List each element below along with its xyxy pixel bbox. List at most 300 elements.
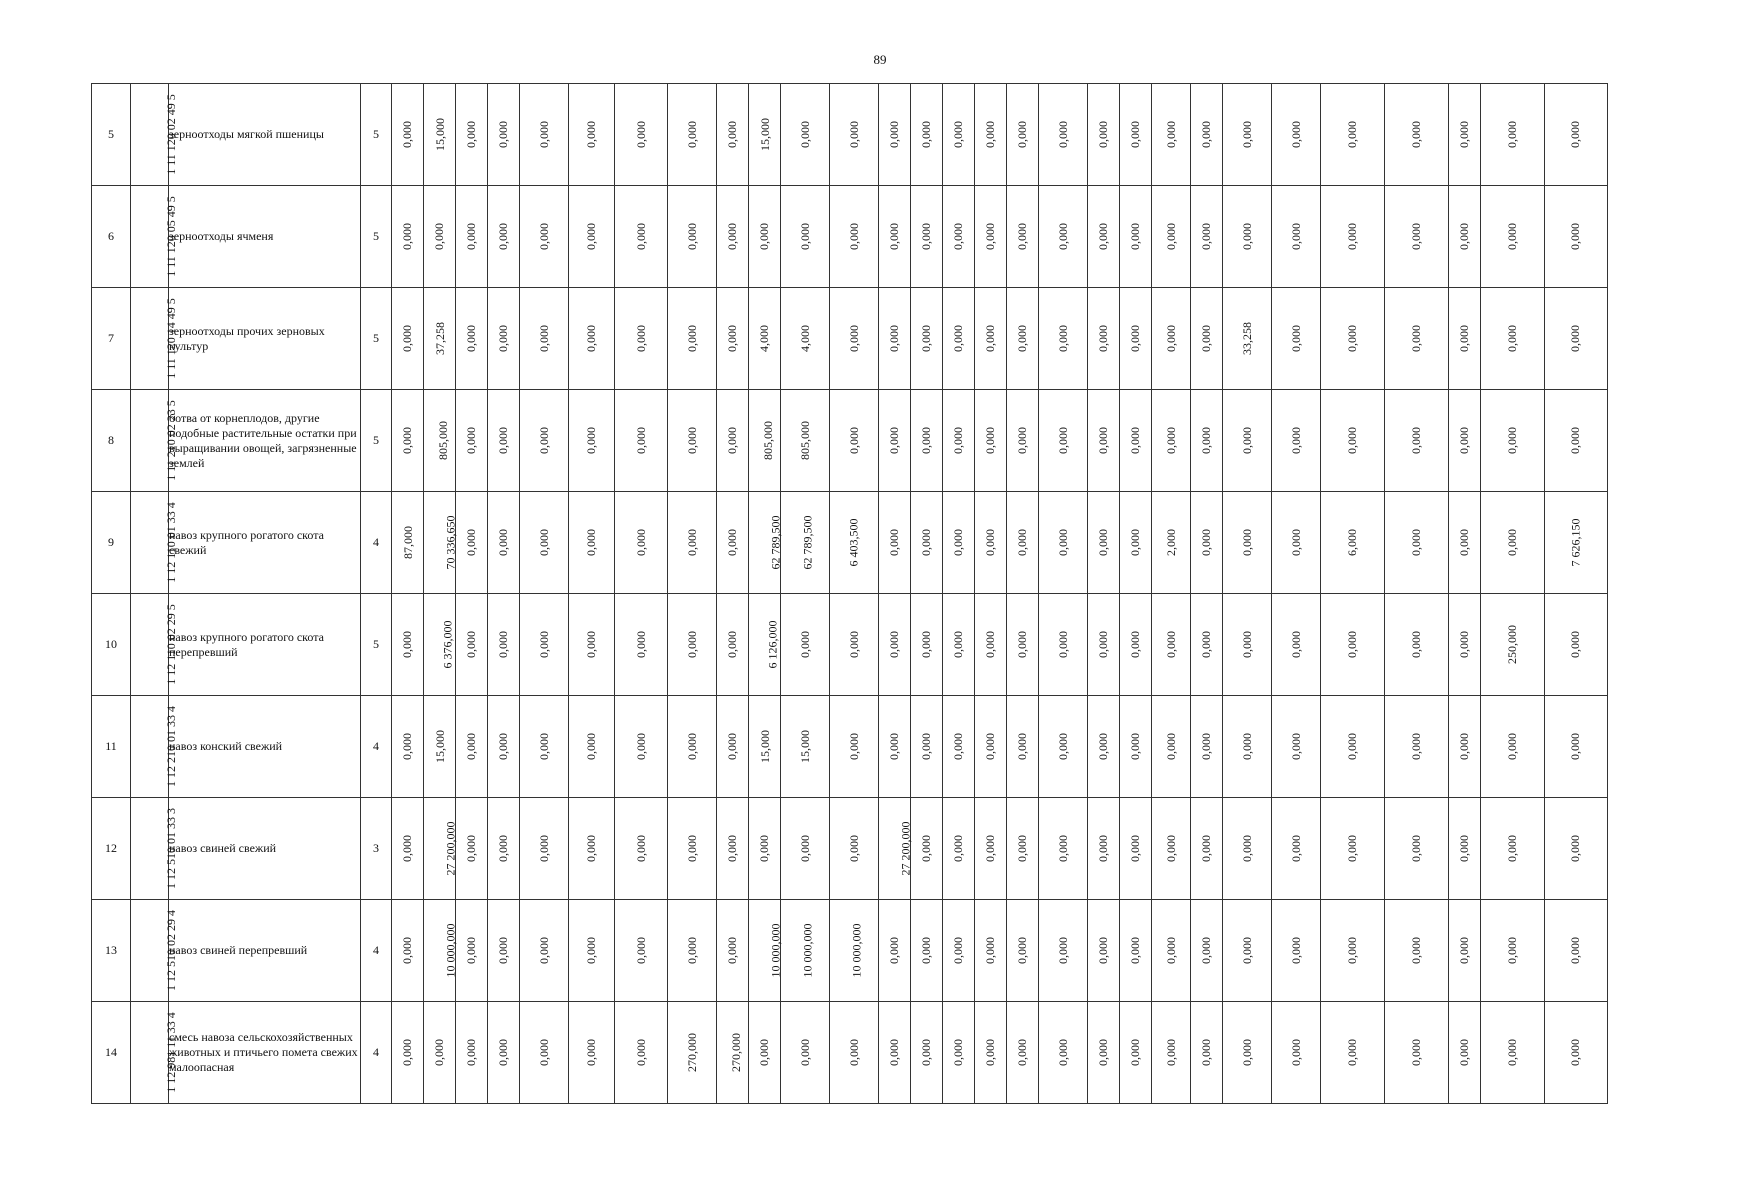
value-cell xyxy=(569,186,615,288)
value-text: 4,000 xyxy=(757,325,771,352)
value-text: 0,000 xyxy=(1128,121,1142,148)
value-text: 0,000 xyxy=(464,733,478,760)
waste-name: навоз свиней перепревший xyxy=(169,900,361,1002)
value-cell xyxy=(569,390,615,492)
value-cell xyxy=(1152,594,1191,696)
value-text: 0,000 xyxy=(1288,835,1303,862)
value-text: 10 000,000 xyxy=(849,923,864,978)
value-text: 0,000 xyxy=(757,223,771,250)
value-cell xyxy=(1223,798,1272,900)
value-text: 0,000 xyxy=(1163,937,1178,964)
value-text: 0,000 xyxy=(400,937,414,964)
value-text: 0,000 xyxy=(1128,631,1142,658)
value-cell xyxy=(488,186,520,288)
value-text: 37,258 xyxy=(433,322,447,355)
value-text: 0,000 xyxy=(1015,223,1029,250)
value-cell xyxy=(488,492,520,594)
value-text: 0,000 xyxy=(536,937,551,964)
value-cell xyxy=(943,900,975,1002)
row-number: 9 xyxy=(92,492,131,594)
value-cell xyxy=(668,288,717,390)
value-text: 0,000 xyxy=(633,1039,648,1066)
value-cell xyxy=(943,696,975,798)
value-text: 0,000 xyxy=(1128,835,1142,862)
value-text: 0,000 xyxy=(1199,529,1213,556)
value-cell xyxy=(1223,390,1272,492)
value-text: 0,000 xyxy=(1409,733,1423,760)
value-cell xyxy=(668,594,717,696)
value-cell xyxy=(1088,798,1120,900)
value-cell xyxy=(1191,390,1223,492)
value-text: 0,000 xyxy=(1096,835,1110,862)
value-cell xyxy=(569,84,615,186)
table-row xyxy=(92,798,1608,900)
value-text: 70 336,650 xyxy=(443,515,458,570)
value-text: 0,000 xyxy=(725,121,739,148)
value-cell xyxy=(1481,288,1545,390)
value-text: 0,000 xyxy=(536,427,551,454)
value-cell xyxy=(1449,798,1481,900)
value-cell xyxy=(879,186,911,288)
value-cell xyxy=(975,288,1007,390)
value-text: 0,000 xyxy=(1345,427,1359,454)
value-cell xyxy=(879,288,911,390)
value-cell xyxy=(1481,900,1545,1002)
value-cell xyxy=(615,186,668,288)
value-text: 0,000 xyxy=(919,529,933,556)
value-cell xyxy=(1385,288,1449,390)
value-text: 0,000 xyxy=(1096,937,1110,964)
value-cell xyxy=(668,696,717,798)
value-text: 0,000 xyxy=(1239,835,1254,862)
value-text: 0,000 xyxy=(1409,631,1423,658)
value-text: 0,000 xyxy=(887,121,901,148)
value-text: 0,000 xyxy=(1345,1039,1359,1066)
value-cell xyxy=(911,84,943,186)
hazard-class: 5 xyxy=(361,594,392,696)
value-cell xyxy=(1088,696,1120,798)
value-text: 0,000 xyxy=(496,835,510,862)
value-cell xyxy=(830,186,879,288)
value-cell xyxy=(1120,798,1152,900)
value-text: 0,000 xyxy=(725,937,739,964)
value-cell xyxy=(456,696,488,798)
value-text: 0,000 xyxy=(464,937,478,964)
value-text: 0,000 xyxy=(757,835,771,862)
value-text: 0,000 xyxy=(1055,733,1070,760)
value-cell xyxy=(569,288,615,390)
value-cell xyxy=(717,288,749,390)
value-text: 0,000 xyxy=(1096,529,1110,556)
value-cell xyxy=(1223,186,1272,288)
value-cell xyxy=(975,390,1007,492)
fkko-code: 1 12 981 11 33 4 xyxy=(163,1012,178,1093)
value-cell xyxy=(781,798,830,900)
value-cell xyxy=(668,186,717,288)
value-cell xyxy=(1544,492,1608,594)
value-cell xyxy=(1223,288,1272,390)
waste-name: ботва от корнеплодов, другие подобные растительные остатки при выращивании овощей, загрязненные землей xyxy=(169,390,361,492)
value-cell xyxy=(830,696,879,798)
value-cell xyxy=(615,594,668,696)
waste-name: смесь навоза сельскохозяйственных животных и птичьего помета свежих малоопасная xyxy=(169,1002,361,1104)
value-text: 0,000 xyxy=(1096,223,1110,250)
hazard-class: 4 xyxy=(361,1002,392,1104)
value-text: 0,000 xyxy=(1239,121,1254,148)
value-cell xyxy=(1007,798,1039,900)
fkko-code-cell xyxy=(131,594,178,696)
value-text: 0,000 xyxy=(951,937,965,964)
value-cell xyxy=(1152,492,1191,594)
value-cell xyxy=(615,492,668,594)
value-cell xyxy=(520,390,569,492)
row-number: 11 xyxy=(92,696,131,798)
value-cell xyxy=(424,594,456,696)
value-text: 7 626,150 xyxy=(1568,518,1583,567)
value-cell xyxy=(1191,798,1223,900)
value-text: 0,000 xyxy=(1055,835,1070,862)
value-text: 0,000 xyxy=(1015,325,1029,352)
value-text: 0,000 xyxy=(496,1039,510,1066)
value-cell xyxy=(1007,288,1039,390)
value-cell xyxy=(424,696,456,798)
value-cell xyxy=(668,492,717,594)
value-cell xyxy=(1272,900,1321,1002)
value-text: 250,000 xyxy=(1504,625,1519,664)
value-cell xyxy=(879,84,911,186)
value-text: 0,000 xyxy=(919,121,933,148)
fkko-code-cell xyxy=(131,900,178,1002)
value-text: 0,000 xyxy=(919,1039,933,1066)
value-cell xyxy=(911,186,943,288)
value-cell xyxy=(975,798,1007,900)
waste-name: навоз свиней свежий xyxy=(169,798,361,900)
value-text: 0,000 xyxy=(496,223,510,250)
value-text: 0,000 xyxy=(684,325,699,352)
value-cell xyxy=(1481,492,1545,594)
value-text: 0,000 xyxy=(1239,427,1254,454)
value-cell xyxy=(520,288,569,390)
value-text: 0,000 xyxy=(797,631,812,658)
value-text: 15,000 xyxy=(758,730,772,763)
value-cell xyxy=(1321,84,1385,186)
value-cell xyxy=(615,390,668,492)
value-text: 0,000 xyxy=(1015,937,1029,964)
value-text: 0,000 xyxy=(684,121,699,148)
value-text: 0,000 xyxy=(584,835,598,862)
value-text: 0,000 xyxy=(1345,325,1359,352)
value-text: 0,000 xyxy=(400,1039,414,1066)
value-cell xyxy=(781,900,830,1002)
value-text: 10 000,000 xyxy=(443,923,458,978)
value-text: 0,000 xyxy=(536,631,551,658)
value-text: 0,000 xyxy=(887,529,901,556)
value-text: 0,000 xyxy=(887,325,901,352)
value-text: 0,000 xyxy=(983,529,997,556)
value-text: 0,000 xyxy=(1096,121,1110,148)
value-cell xyxy=(1449,186,1481,288)
value-cell xyxy=(943,288,975,390)
value-text: 0,000 xyxy=(919,631,933,658)
value-cell xyxy=(424,390,456,492)
value-text: 0,000 xyxy=(536,121,551,148)
value-text: 0,000 xyxy=(951,121,965,148)
value-cell xyxy=(830,288,879,390)
value-text: 805,000 xyxy=(797,421,812,460)
fkko-code: 1 11 210 02 23 5 xyxy=(163,400,178,481)
value-cell xyxy=(1223,84,1272,186)
value-cell xyxy=(1191,84,1223,186)
value-text: 0,000 xyxy=(951,325,965,352)
value-text: 0,000 xyxy=(919,733,933,760)
value-text: 0,000 xyxy=(1128,223,1142,250)
value-text: 6 376,000 xyxy=(440,620,455,669)
value-cell xyxy=(879,696,911,798)
value-text: 0,000 xyxy=(464,529,478,556)
value-cell xyxy=(1088,594,1120,696)
value-text: 0,000 xyxy=(400,121,414,148)
value-text: 0,000 xyxy=(725,835,739,862)
value-text: 0,000 xyxy=(1199,121,1213,148)
value-cell xyxy=(1544,900,1608,1002)
value-cell xyxy=(943,390,975,492)
value-text: 0,000 xyxy=(1055,1039,1070,1066)
value-text: 0,000 xyxy=(797,223,812,250)
value-cell xyxy=(749,186,781,288)
value-text: 0,000 xyxy=(464,1039,478,1066)
value-text: 0,000 xyxy=(1504,529,1519,556)
value-cell xyxy=(569,696,615,798)
value-text: 62 789,500 xyxy=(768,515,783,570)
hazard-class: 3 xyxy=(361,798,392,900)
value-cell xyxy=(569,900,615,1002)
fkko-code-cell xyxy=(131,798,178,900)
value-text: 0,000 xyxy=(584,631,598,658)
value-cell xyxy=(1191,186,1223,288)
value-cell xyxy=(424,1002,456,1104)
value-cell xyxy=(1120,492,1152,594)
value-cell xyxy=(717,492,749,594)
value-text: 0,000 xyxy=(1288,223,1303,250)
value-cell xyxy=(520,492,569,594)
value-text: 0,000 xyxy=(983,1039,997,1066)
value-text: 0,000 xyxy=(1199,835,1213,862)
value-cell xyxy=(569,1002,615,1104)
value-cell xyxy=(1223,900,1272,1002)
value-text: 0,000 xyxy=(1568,325,1583,352)
value-text: 0,000 xyxy=(496,529,510,556)
value-cell xyxy=(911,798,943,900)
value-text: 805,000 xyxy=(761,421,775,460)
table-row xyxy=(92,696,1608,798)
value-text: 0,000 xyxy=(400,835,414,862)
value-cell xyxy=(1191,492,1223,594)
fkko-code: 1 12 510 02 29 4 xyxy=(164,910,178,991)
value-cell xyxy=(1449,594,1481,696)
value-cell xyxy=(1007,594,1039,696)
value-cell xyxy=(520,900,569,1002)
value-cell xyxy=(1152,390,1191,492)
value-text: 0,000 xyxy=(887,733,901,760)
value-text: 0,000 xyxy=(684,631,699,658)
value-cell xyxy=(1223,492,1272,594)
value-text: 0,000 xyxy=(846,325,861,352)
value-text: 0,000 xyxy=(1288,1039,1303,1066)
value-cell xyxy=(424,84,456,186)
value-text: 0,000 xyxy=(1163,631,1178,658)
value-text: 15,000 xyxy=(797,730,812,763)
value-cell xyxy=(1039,696,1088,798)
value-cell xyxy=(879,390,911,492)
value-text: 0,000 xyxy=(1409,529,1423,556)
value-text: 0,000 xyxy=(1239,223,1254,250)
hazard-class: 5 xyxy=(361,288,392,390)
value-cell xyxy=(1039,390,1088,492)
value-text: 0,000 xyxy=(1345,733,1359,760)
value-text: 0,000 xyxy=(1504,121,1519,148)
waste-table xyxy=(91,83,1608,1104)
fkko-code-cell xyxy=(131,186,178,288)
value-cell xyxy=(943,1002,975,1104)
value-cell xyxy=(975,594,1007,696)
value-text: 0,000 xyxy=(1568,733,1583,760)
value-text: 0,000 xyxy=(846,1039,861,1066)
value-cell xyxy=(1007,186,1039,288)
value-cell xyxy=(1544,390,1608,492)
value-text: 0,000 xyxy=(1568,1039,1583,1066)
value-text: 0,000 xyxy=(584,427,598,454)
value-text: 0,000 xyxy=(887,427,901,454)
value-cell xyxy=(1272,798,1321,900)
value-cell xyxy=(781,696,830,798)
value-cell xyxy=(668,84,717,186)
value-text: 0,000 xyxy=(1015,529,1029,556)
value-text: 0,000 xyxy=(1568,835,1583,862)
value-text: 0,000 xyxy=(464,835,478,862)
value-text: 0,000 xyxy=(464,631,478,658)
value-text: 0,000 xyxy=(1128,1039,1142,1066)
value-cell xyxy=(1544,1002,1608,1104)
table-body xyxy=(92,84,1608,1104)
value-text: 0,000 xyxy=(1457,427,1471,454)
value-cell xyxy=(1321,186,1385,288)
value-cell xyxy=(1223,594,1272,696)
value-cell xyxy=(1544,84,1608,186)
value-text: 0,000 xyxy=(684,223,699,250)
value-cell xyxy=(1039,594,1088,696)
value-text: 0,000 xyxy=(684,835,699,862)
value-text: 6 126,000 xyxy=(765,620,780,669)
value-cell xyxy=(1272,696,1321,798)
value-cell xyxy=(1385,390,1449,492)
value-text: 6 403,500 xyxy=(846,518,861,567)
value-cell xyxy=(1088,186,1120,288)
value-cell xyxy=(1152,288,1191,390)
value-text: 0,000 xyxy=(846,223,861,250)
value-text: 0,000 xyxy=(1288,631,1303,658)
hazard-class: 5 xyxy=(361,84,392,186)
value-text: 0,000 xyxy=(1457,1039,1471,1066)
value-text: 10 000,000 xyxy=(768,923,783,978)
value-cell xyxy=(717,798,749,900)
value-text: 0,000 xyxy=(1199,1039,1213,1066)
value-cell xyxy=(1272,1002,1321,1104)
fkko-code: 1 12 110 01 33 4 xyxy=(163,502,178,583)
value-text: 0,000 xyxy=(1239,529,1254,556)
value-cell xyxy=(1481,594,1545,696)
value-text: 0,000 xyxy=(1096,631,1110,658)
value-text: 0,000 xyxy=(464,223,478,250)
value-text: 27 200,000 xyxy=(443,821,458,876)
value-cell xyxy=(1481,390,1545,492)
value-text: 0,000 xyxy=(1409,121,1423,148)
value-text: 0,000 xyxy=(464,427,478,454)
fkko-code-cell xyxy=(131,492,178,594)
value-text: 0,000 xyxy=(846,427,861,454)
value-cell xyxy=(520,186,569,288)
value-cell xyxy=(717,900,749,1002)
value-cell xyxy=(717,186,749,288)
value-text: 0,000 xyxy=(983,223,997,250)
value-cell xyxy=(911,492,943,594)
value-text: 0,000 xyxy=(536,325,551,352)
value-text: 0,000 xyxy=(1568,937,1583,964)
value-text: 0,000 xyxy=(919,937,933,964)
value-text: 0,000 xyxy=(919,325,933,352)
value-text: 0,000 xyxy=(1239,937,1254,964)
value-cell xyxy=(615,798,668,900)
value-cell xyxy=(1321,390,1385,492)
value-text: 0,000 xyxy=(496,325,510,352)
value-cell xyxy=(1039,84,1088,186)
value-cell xyxy=(456,186,488,288)
value-text: 0,000 xyxy=(633,937,648,964)
value-cell xyxy=(749,84,781,186)
value-cell xyxy=(569,492,615,594)
value-text: 27 200,000 xyxy=(898,821,913,876)
value-cell xyxy=(520,1002,569,1104)
value-text: 0,000 xyxy=(1239,631,1254,658)
value-cell xyxy=(830,798,879,900)
value-cell xyxy=(615,696,668,798)
value-cell xyxy=(1152,84,1191,186)
value-cell xyxy=(1321,696,1385,798)
value-text: 0,000 xyxy=(1457,529,1471,556)
value-cell xyxy=(1385,696,1449,798)
value-text: 0,000 xyxy=(1288,325,1303,352)
value-cell xyxy=(830,594,879,696)
value-cell xyxy=(1449,696,1481,798)
value-text: 33,258 xyxy=(1239,322,1254,355)
value-text: 0,000 xyxy=(1345,223,1359,250)
value-text: 0,000 xyxy=(1239,733,1254,760)
value-text: 0,000 xyxy=(1504,325,1519,352)
value-cell xyxy=(668,900,717,1002)
value-text: 0,000 xyxy=(633,835,648,862)
value-text: 0,000 xyxy=(887,1039,901,1066)
value-text: 0,000 xyxy=(1163,427,1178,454)
value-text: 0,000 xyxy=(797,121,812,148)
value-cell xyxy=(943,798,975,900)
value-text: 0,000 xyxy=(1457,937,1471,964)
value-text: 15,000 xyxy=(433,730,447,763)
value-text: 0,000 xyxy=(1163,733,1178,760)
value-text: 0,000 xyxy=(1288,937,1303,964)
value-text: 0,000 xyxy=(633,325,648,352)
value-cell xyxy=(456,594,488,696)
value-text: 0,000 xyxy=(584,325,598,352)
value-cell xyxy=(830,900,879,1002)
